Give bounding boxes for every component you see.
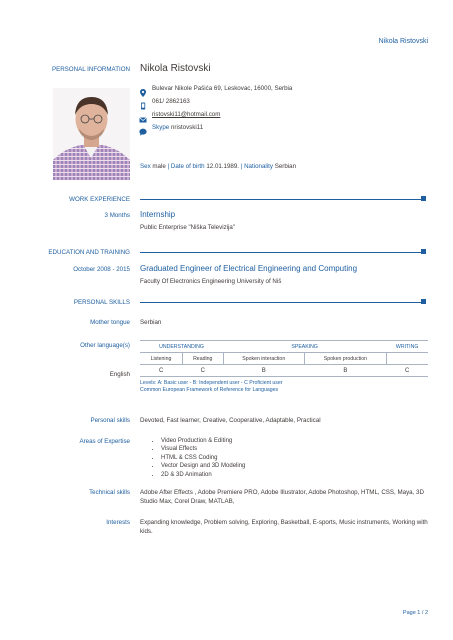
section-marker <box>421 196 426 201</box>
list-item: • 2D & 3D Animation <box>161 471 245 479</box>
technical-skills-value: Adobe After Effects , Adobe Premiere PRO, Adobe Illustrator, Adobe Photoshop, HTML, CSS, Maya, 3D Studio Max, Corel Draw, MATLAB, <box>140 489 424 505</box>
dob-value: 12.01.1989. <box>206 163 240 170</box>
work-employer: Public Enterprise "Niška Televizija" <box>140 224 236 231</box>
location-icon <box>139 84 147 92</box>
work-title: Internship <box>140 210 176 219</box>
page-number: Page 1 / 2 <box>402 610 428 616</box>
nationality-value: Serbian <box>274 163 297 170</box>
personal-skills-label: PERSONAL SKILLS <box>73 299 130 306</box>
work-experience-label: WORK EXPERIENCE <box>69 196 130 203</box>
spoken-production-header: Spoken production <box>304 353 386 365</box>
interests-label: Interests <box>106 519 130 526</box>
technical-skills-label: Technical skills <box>89 489 130 496</box>
listening-level: C <box>140 365 182 377</box>
spoken-interaction-level: B <box>223 365 304 377</box>
header-name: Nikola Ristovski <box>378 38 428 45</box>
list-item: • Video Production & Editing <box>161 437 245 445</box>
education-title: Graduated Engineer of Electrical Engineering and Computing <box>140 264 358 273</box>
reading-level: C <box>182 365 223 377</box>
cefr-legend: Common European Framework of Reference for Languages <box>140 387 279 393</box>
personal-details: Sex male | Date of birth 12.01.1989. | Nationality Serbian <box>140 163 297 170</box>
candidate-name: Nikola Ristovski <box>140 63 211 74</box>
chat-icon <box>139 123 147 131</box>
language-name: English <box>109 371 130 378</box>
section-marker <box>421 249 426 254</box>
skype-label: Skype <box>152 124 170 131</box>
reading-header: Reading <box>182 353 223 365</box>
education-label: EDUCATION AND TRAINING <box>48 249 130 256</box>
section-divider <box>140 199 425 200</box>
personal-info-label: PERSONAL INFORMATION <box>51 66 130 73</box>
personal-skills-value: Devoted, Fast learner, Creative, Cooperative, Adaptable, Practical <box>140 417 321 424</box>
section-divider <box>140 252 425 253</box>
list-item: • HTML & CSS Coding <box>161 454 245 462</box>
sex-value: male <box>152 163 166 170</box>
skype-line <box>152 124 203 131</box>
mother-tongue-value: Serbian <box>140 319 162 326</box>
expertise-list <box>152 437 245 479</box>
mother-tongue-label: Mother tongue <box>90 319 130 326</box>
writing-level: C <box>386 365 428 377</box>
work-dates: 3 Months <box>104 212 130 219</box>
phone-icon <box>139 97 147 105</box>
writing-header: WRITING <box>386 341 428 353</box>
address: Bulevar Nikole Pašića 69, Leskovac, 16000, Serbia <box>152 85 293 92</box>
writing-subheader <box>386 353 428 365</box>
other-languages-label: Other language(s) <box>80 342 130 349</box>
spoken-production-level: B <box>304 365 386 377</box>
list-item: • Vector Design and 3D Modeling <box>161 462 245 470</box>
expertise-label: Areas of Expertise <box>79 438 130 445</box>
sex-label: Sex <box>140 163 151 170</box>
section-divider <box>140 302 425 303</box>
section-marker <box>421 299 426 304</box>
list-item: • Visual Effects <box>161 445 245 453</box>
spoken-interaction-header: Spoken interaction <box>223 353 304 365</box>
levels-legend: Levels: A: Basic user - B: Independent user - C Proficient user <box>140 380 283 386</box>
phone-number: 061/ 2862163 <box>152 98 190 105</box>
education-org: Faculty Of Electronics Engineering University of Niš <box>140 278 282 285</box>
understanding-header: UNDERSTANDING <box>140 341 223 353</box>
education-dates: October 2008 - 2015 <box>73 266 130 273</box>
skype-id: nristovski11 <box>170 124 204 131</box>
profile-photo <box>53 88 130 180</box>
interests-value: Expanding knowledge, Problem solving, Exploring, Basketball, E-sports, Music instruments, Working with kids. <box>140 519 428 535</box>
personal-skills-subtitle: Personal skills <box>90 417 130 424</box>
dob-label: Date of birth <box>170 163 205 170</box>
email-link[interactable]: ristovski11@hotmail.com <box>152 111 221 118</box>
language-table <box>140 340 428 377</box>
speaking-header: SPEAKING <box>223 341 386 353</box>
nationality-label: Nationality <box>244 163 273 170</box>
listening-header: Listening <box>140 353 182 365</box>
email-icon <box>139 111 147 119</box>
